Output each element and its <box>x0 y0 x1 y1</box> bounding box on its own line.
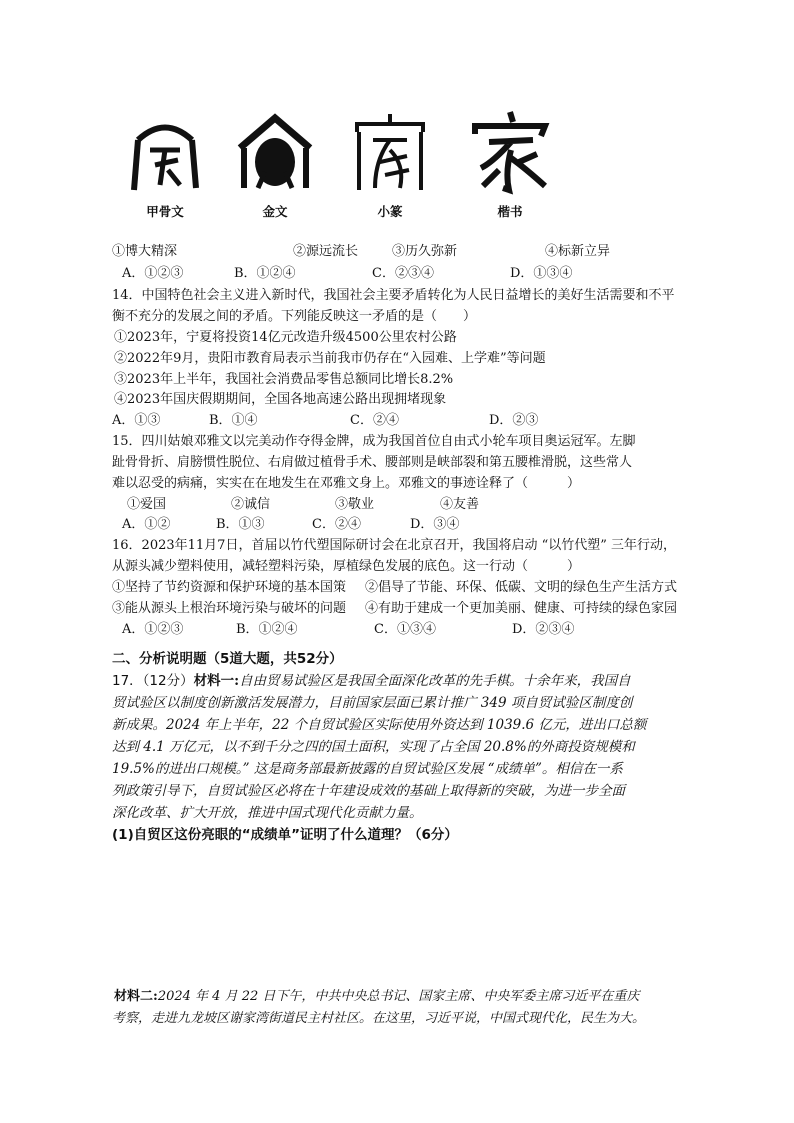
glyph-label-oracle: 甲骨文 <box>146 204 184 219</box>
glyph-label-kaishu: 楷书 <box>497 204 523 219</box>
q15-item-2: ②诚信 <box>231 497 271 512</box>
q14-item-3: ③2023年上半年，我国社会消费品零售总额同比增长8.2% <box>114 372 454 387</box>
material1-text-7: 深化改革、扩大开放，推进中国式现代化贡献力量。 <box>112 805 423 821</box>
character-evolution-figure <box>120 110 560 220</box>
small-seal-glyph <box>345 110 435 195</box>
q16-items-row1 <box>112 579 678 597</box>
q13-choice-a: A．①②③ <box>122 266 184 281</box>
q17-line1 <box>112 672 631 690</box>
q16-items-row2 <box>112 600 678 618</box>
q15-items <box>127 496 480 514</box>
q14-choice-b: B．①④ <box>209 413 258 428</box>
q15-stem-line1: 15．四川姑娘邓雅文以完美动作夺得金牌，成为我国首位自由式小轮车项目奥运冠军。左脚 <box>112 434 636 449</box>
material1-label: 材料一: <box>193 673 240 689</box>
q16-item-3: ③能从源头上根治环境污染与破坏的问题 <box>112 601 347 616</box>
q14-choices <box>112 412 539 430</box>
q14-stem-line1: 14．中国特色社会主义进入新时代，我国社会主要矛盾转化为人民日益增长的美好生活需要和不平 <box>112 288 675 303</box>
q13-choices <box>122 265 573 283</box>
q16-item-2: ②倡导了节能、环保、低碳、文明的绿色生产生活方式 <box>365 580 678 595</box>
q15-item-3: ③敬业 <box>335 497 375 512</box>
q14-choice-a: A．①③ <box>112 413 161 428</box>
q14-choice-d: D．②③ <box>489 413 539 428</box>
q13-option-4: ④标新立异 <box>545 244 611 259</box>
q15-choices <box>122 516 460 534</box>
q16-choice-d: D．②③④ <box>512 622 575 637</box>
material1-text-6: 列政策引导下，自贸试验区必将在十年建设成效的基础上取得新的突破，为进一步全面 <box>112 783 625 799</box>
material2-label: 材料二: <box>114 989 158 1004</box>
regular-script-glyph <box>465 110 555 195</box>
oracle-bone-glyph <box>120 110 210 195</box>
q15-stem-line2: 趾骨骨折、肩膀惯性脱位、右肩做过植骨手术、腰部则是峡部裂和第五腰椎滑脱，这些常人 <box>112 455 633 470</box>
material2-line1 <box>114 988 639 1006</box>
q16-choices <box>122 621 575 639</box>
material1-text-5: 19.5%的进出口规模。” 这是商务部最新披露的自贸试验区发展 “成绩单”。相信在一系 <box>112 761 623 777</box>
glyph-label-bronze: 金文 <box>262 204 288 219</box>
material1-text-1: 自由贸易试验区是我国全面深化改革的先手棋。十余年来，我国自 <box>239 673 631 689</box>
q15-choice-a: A．①② <box>122 517 171 532</box>
q14-stem-line2: 衡不充分的发展之间的矛盾。下列能反映这一矛盾的是（ ） <box>112 309 477 324</box>
q16-item-1: ①坚持了节约资源和保护环境的基本国策 <box>112 580 347 595</box>
material2-text-2: 考察，走进九龙坡区谢家湾街道民主村社区。在这里，习近平说，中国式现代化，民生为大。 <box>112 1011 646 1026</box>
q13-choice-c: C．②③④ <box>372 266 434 281</box>
material2-text-1: 2024 年 4 月 22 日下午，中共中央总书记、国家主席、中央军委主席习近平在重庆 <box>157 989 640 1004</box>
q13-choice-d: D．①③④ <box>510 266 573 281</box>
section-heading: 二、分析说明题（5道大题，共52分） <box>112 651 343 667</box>
q15-choice-d: D．③④ <box>410 517 460 532</box>
q13-option-2: ②源远流长 <box>293 244 359 259</box>
q15-choice-b: B．①③ <box>216 517 265 532</box>
material1-text-3: 新成果。2024 年上半年，22 个自贸试验区实际使用外资达到 1039.6 亿元，进出口总额 <box>112 717 647 733</box>
q16-choice-a: A．①②③ <box>122 622 184 637</box>
q14-choice-c: C．②④ <box>350 413 399 428</box>
q13-choice-b: B．①②④ <box>234 266 296 281</box>
q13-option-1: ①博大精深 <box>112 244 178 259</box>
q17-subquestion-1: (1)自贸区这份亮眼的“成绩单”证明了什么道理？（6分） <box>112 827 458 843</box>
q15-item-1: ①爱国 <box>127 497 167 512</box>
bronze-glyph <box>230 110 320 195</box>
q13-option-3: ③历久弥新 <box>392 244 458 259</box>
q17-lead: 17．（12分） <box>112 673 194 689</box>
q15-item-4: ④友善 <box>440 497 480 512</box>
q14-item-4: ④2023年国庆假期期间，全国各地高速公路出现拥堵现象 <box>114 392 447 407</box>
q16-choice-c: C．①③④ <box>374 622 436 637</box>
q13-options <box>112 243 611 261</box>
q15-choice-c: C．②④ <box>312 517 361 532</box>
q16-item-4: ④有助于建成一个更加美丽、健康、可持续的绿色家园 <box>365 601 678 616</box>
q16-stem-line1: 16．2023年11月7日，首届以竹代塑国际研讨会在北京召开，我国将启动 “以竹代塑” 三年行动， <box>112 538 676 553</box>
glyph-label-seal: 小篆 <box>377 204 403 219</box>
q16-stem-line2: 从源头减少塑料使用，减轻塑料污染，厚植绿色发展的底色。这一行动（ ） <box>112 559 581 574</box>
material1-text-4: 达到 4.1 万亿元，以不到千分之四的国土面积，实现了占全国 20.8%的外商投资规模和 <box>112 739 635 755</box>
q16-choice-b: B．①②④ <box>236 622 298 637</box>
q15-stem-line3: 难以忍受的病痛，实实在在地发生在邓雅文身上。邓雅文的事迹诠释了（ ） <box>112 476 581 491</box>
q14-item-2: ②2022年9月，贵阳市教育局表示当前我市仍存在“入园难、上学难”等问题 <box>114 351 546 366</box>
q14-item-1: ①2023年，宁夏将投资14亿元改造升级4500公里农村公路 <box>114 330 457 345</box>
material1-text-2: 贸试验区以制度创新激活发展潜力，目前国家层面已累计推广 349 项自贸试验区制度创 <box>112 695 633 711</box>
